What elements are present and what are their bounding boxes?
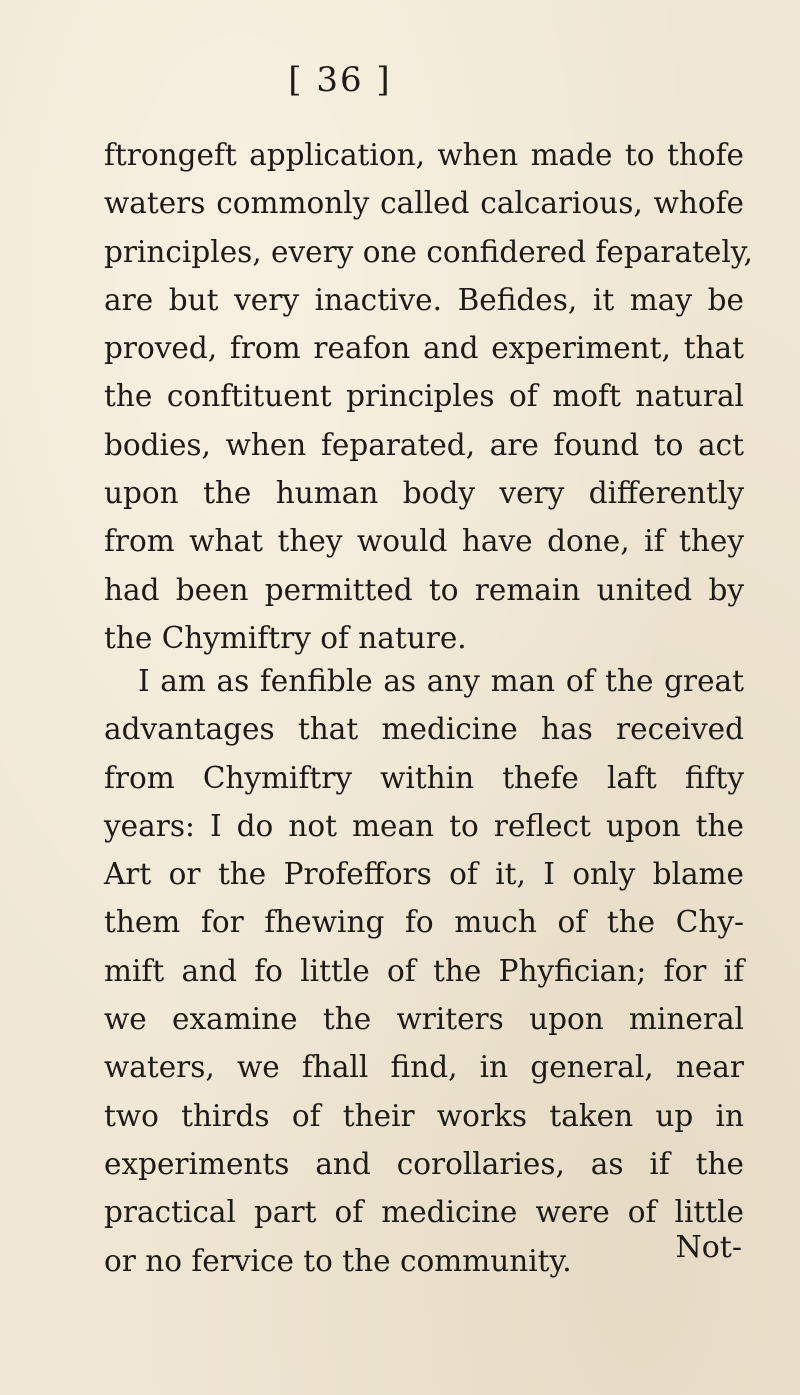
text-line: mift and fo little of the Phyfician; for if xyxy=(104,953,744,988)
text-line: the conftituent principles of moft natural xyxy=(104,379,744,414)
text-line: years: I do not mean to reflect upon the xyxy=(104,808,744,843)
text-line: two thirds of their works taken up in xyxy=(104,1098,744,1133)
text-line: waters, we fhall find, in general, near xyxy=(104,1050,744,1085)
paragraph-2 xyxy=(104,657,744,1285)
page-number: [ 36 ] xyxy=(288,60,392,100)
text-line: experiments and corollaries, as if the xyxy=(104,1146,744,1181)
text-line: we examine the writers upon mineral xyxy=(104,1002,744,1037)
text-line: them for fhewing fo much of the Chy- xyxy=(104,905,744,940)
text-line: Art or the Profeffors of it, I only blame xyxy=(104,857,744,892)
text-line: are but very inactive. Befides, it may be xyxy=(104,282,744,317)
text-line: principles, every one confidered feparately, xyxy=(104,234,753,269)
text-line: bodies, when feparated, are found to act xyxy=(104,427,744,462)
text-line: practical part of medicine were of little xyxy=(104,1195,744,1230)
text-line: upon the human body very differently xyxy=(104,476,744,511)
catchword: Not- xyxy=(675,1230,742,1265)
text-line: or no fervice to the community. xyxy=(104,1243,572,1278)
text-line: the Chymiftry of nature. xyxy=(104,620,467,655)
text-line: advantages that medicine has received xyxy=(104,712,744,747)
text-line: from Chymiftry within thefe laft fifty xyxy=(104,760,744,795)
text-line: proved, from reafon and experiment, that xyxy=(104,331,744,366)
text-line: had been permitted to remain united by xyxy=(104,572,744,607)
text-line: waters commonly called calcarious, whofe xyxy=(104,186,744,221)
text-line: ftrongeft application, when made to thofe xyxy=(104,138,744,172)
text-line: I am as fenfible as any man of the great xyxy=(138,664,744,698)
paragraph-1 xyxy=(104,131,753,662)
text-line: from what they would have done, if they xyxy=(104,524,744,559)
